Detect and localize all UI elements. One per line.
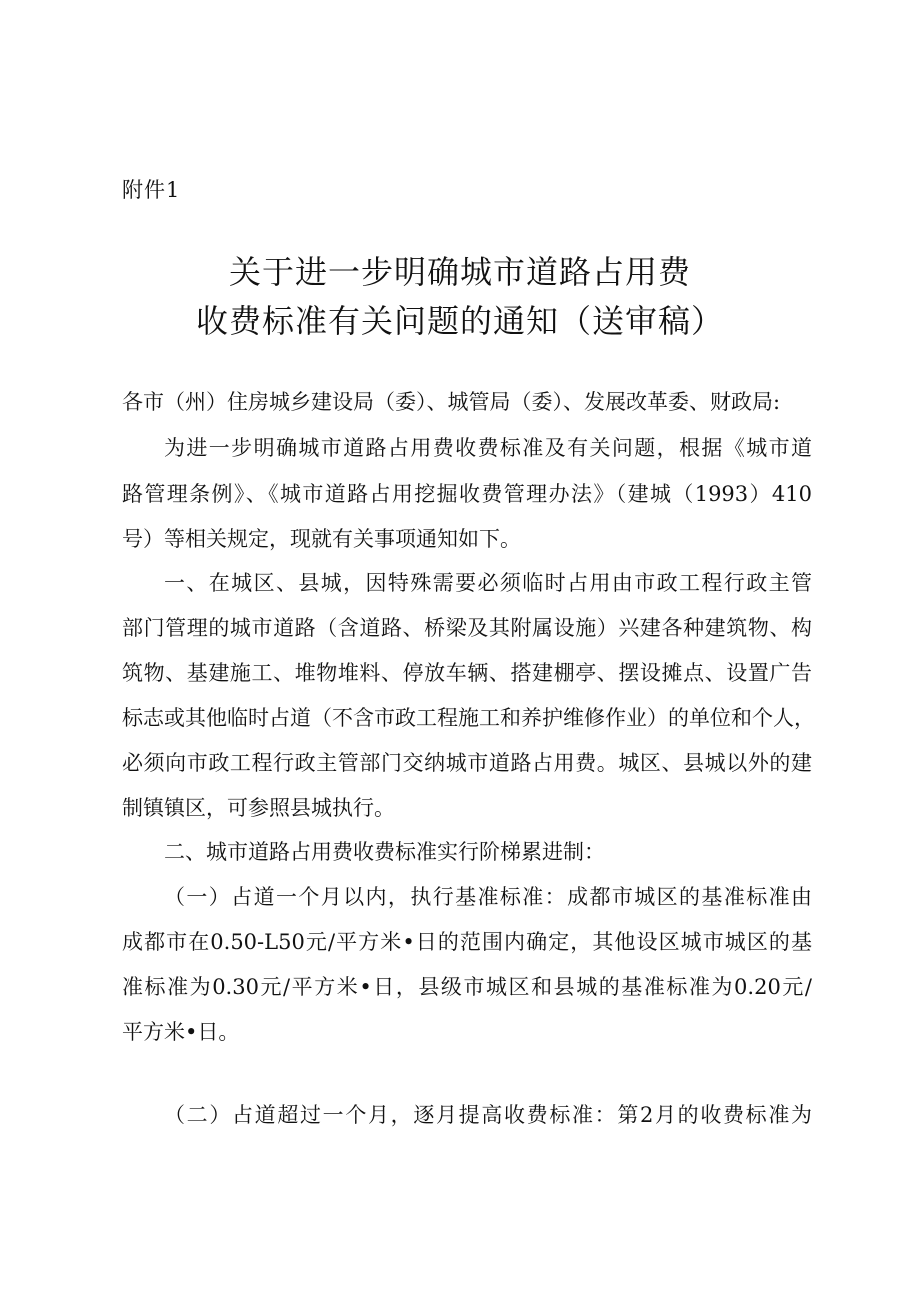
salutation: 各市（州）住房城乡建设局（委）、城管局（委）、发展改革委、财政局: [122, 390, 781, 414]
body-line: 平方米•日。 [122, 1020, 240, 1044]
body-line: 筑物、基建施工、堆物堆料、停放车辆、搭建棚亭、摆设摊点、设置广告 [122, 661, 812, 685]
attachment-label: 附件1 [122, 178, 181, 202]
body-line: 号）等相关规定，现就有关事项通知如下。 [122, 527, 521, 551]
body-line: 部门管理的城市道路（含道路、桥梁及其附属设施）兴建各种建筑物、构 [122, 616, 812, 640]
body-line: 二、城市道路占用费收费标准实行阶梯累进制： [164, 840, 605, 864]
document-title-line-1: 关于进一步明确城市道路占用费 [228, 253, 691, 291]
body-line: 成都市在0.50-L50元/平方米•日的范围内确定，其他设区城市城区的基 [122, 930, 812, 954]
body-line: 必须向市政工程行政主管部门交纳城市道路占用费。城区、县城以外的建 [122, 751, 812, 775]
body-line: （一）占道一个月以内，执行基准标准：成都市城区的基准标准由 [164, 885, 812, 909]
body-line: （二）占道超过一个月，逐月提高收费标准：第2月的收费标准为 [164, 1103, 812, 1127]
body-line: 为进一步明确城市道路占用费收费标准及有关问题，根据《城市道 [164, 436, 812, 460]
body-line: 路管理条例》、《城市道路占用挖掘收费管理办法》（建城（1993）410 [122, 482, 812, 506]
body-line: 制镇镇区，可参照县城执行。 [122, 796, 395, 820]
document-title-line-2: 收费标准有关问题的通知（送审稿） [195, 302, 724, 340]
body-line: 标志或其他临时占道（不含市政工程施工和养护维修作业）的单位和个人， [122, 706, 815, 730]
body-line: 准标准为0.30元/平方米•日，县级市城区和县城的基准标准为0.20元/ [122, 975, 812, 999]
body-line: 一、在城区、县城，因特殊需要必须临时占用由市政工程行政主管 [164, 571, 812, 595]
